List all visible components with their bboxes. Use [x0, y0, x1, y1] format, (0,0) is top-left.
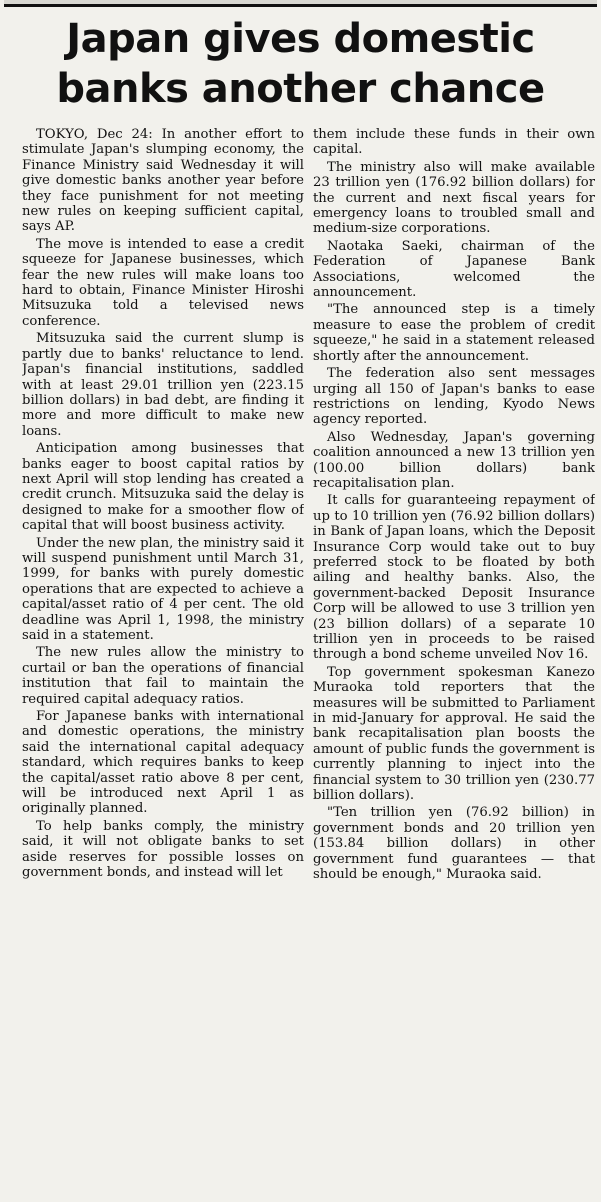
paragraph: Top government spokesman Kanezo Muraoka told reporters that the measures will be submitted to Parliament in mid-January for approval. He said the bank recapitalisation plan boosts the amount of public funds the government is currently planning to inject into the financial system to 30 trillion yen (230.77 billion dollars).	[313, 664, 595, 804]
paragraph: Mitsuzuka said the current slump is partly due to banks' reluctance to lend. Japan's financial institutions, saddled with at least 29.01 trillion yen (223.15 billion dollars) in bad debt, are finding it more and more difficult to make new loans.	[22, 331, 304, 439]
paragraph: Anticipation among businesses that banks eager to boost capital ratios by next April will stop lending has created a credit crunch. Mitsuzuka said the delay is designed to make for a smoother flow of capital that will boost business activity.	[22, 441, 304, 534]
paragraph: To help banks comply, the ministry said, it will not obligate banks to set aside reserves for possible losses on government bonds, and instead will let	[22, 818, 304, 881]
paragraph: Naotaka Saeki, chairman of the Federation of Japanese Bank Associations, welcomed the announcement.	[313, 238, 595, 301]
paragraph: "The announced step is a timely measure to ease the problem of credit squeeze," he said in a statement released shortly after the announcement.	[313, 302, 595, 364]
paragraph: The federation also sent messages urging all 150 of Japan's banks to ease restrictions on lending, Kyodo News agency reported.	[313, 366, 595, 428]
top-rule	[4, 4, 597, 7]
paragraph: Under the new plan, the ministry said it will suspend punishment until March 31, 1999, for banks with purely domestic operations that are expected to achieve a capital/asset ratio of 4 per cent. The old deadline was April 1, 1998, the ministry said in a statement.	[22, 535, 304, 643]
paragraph: "Ten trillion yen (76.92 billion) in government bonds and 20 trillion yen (153.84 billion dollars) in other government fund guarantees — that should be enough," Muraoka said.	[313, 805, 595, 883]
paragraph: It calls for guaranteeing repayment of up to 10 trillion yen (76.92 billion dollars) in Bank of Japan loans, which the Deposit Insurance Corp would take out to buy preferred stock to be floated by both ailing and healthy banks. Also, the government-backed Deposit Insurance Corp will be allowed to use 3 trillion yen (23 billion dollars) of a separate 10 trillion yen in proceeds to be raised through a bond scheme unveiled Nov 16.	[313, 493, 595, 663]
paragraph: For Japanese banks with international and domestic operations, the ministry said the international capital adequacy standard, which requires banks to keep the capital/asset ratio above 8 per cent, will be introduced next April 1 as originally planned.	[22, 709, 304, 817]
paragraph-continued: them include these funds in their own capital.	[313, 127, 595, 158]
paragraph: Also Wednesday, Japan's governing coalition announced a new 13 trillion yen (100.00 billion dollars) bank recapitalisation plan.	[313, 429, 595, 491]
left-column	[22, 127, 304, 1199]
right-column	[313, 127, 595, 1199]
paragraph: The move is intended to ease a credit squeeze for Japanese businesses, which fear the new rules will make loans too hard to obtain, Finance Minister Hiroshi Mitsuzuka told a televised news conference.	[22, 236, 304, 329]
paragraph: TOKYO, Dec 24: In another effort to stimulate Japan's slumping economy, the Finance Ministry said Wednesday it will give domestic banks another year before they face punishment for not meeting new rules on keeping sufficient capital, says AP.	[22, 127, 304, 235]
headline: Japan gives domestic banks another chance	[56, 16, 545, 112]
paragraph: The ministry also will make available 23 trillion yen (176.92 billion dollars) for the current and next fiscal years for emergency loans to troubled small and medium-size corporations.	[313, 159, 595, 237]
paragraph: The new rules allow the ministry to curtail or ban the operations of financial institution that fail to maintain the required capital adequacy ratios.	[22, 645, 304, 707]
